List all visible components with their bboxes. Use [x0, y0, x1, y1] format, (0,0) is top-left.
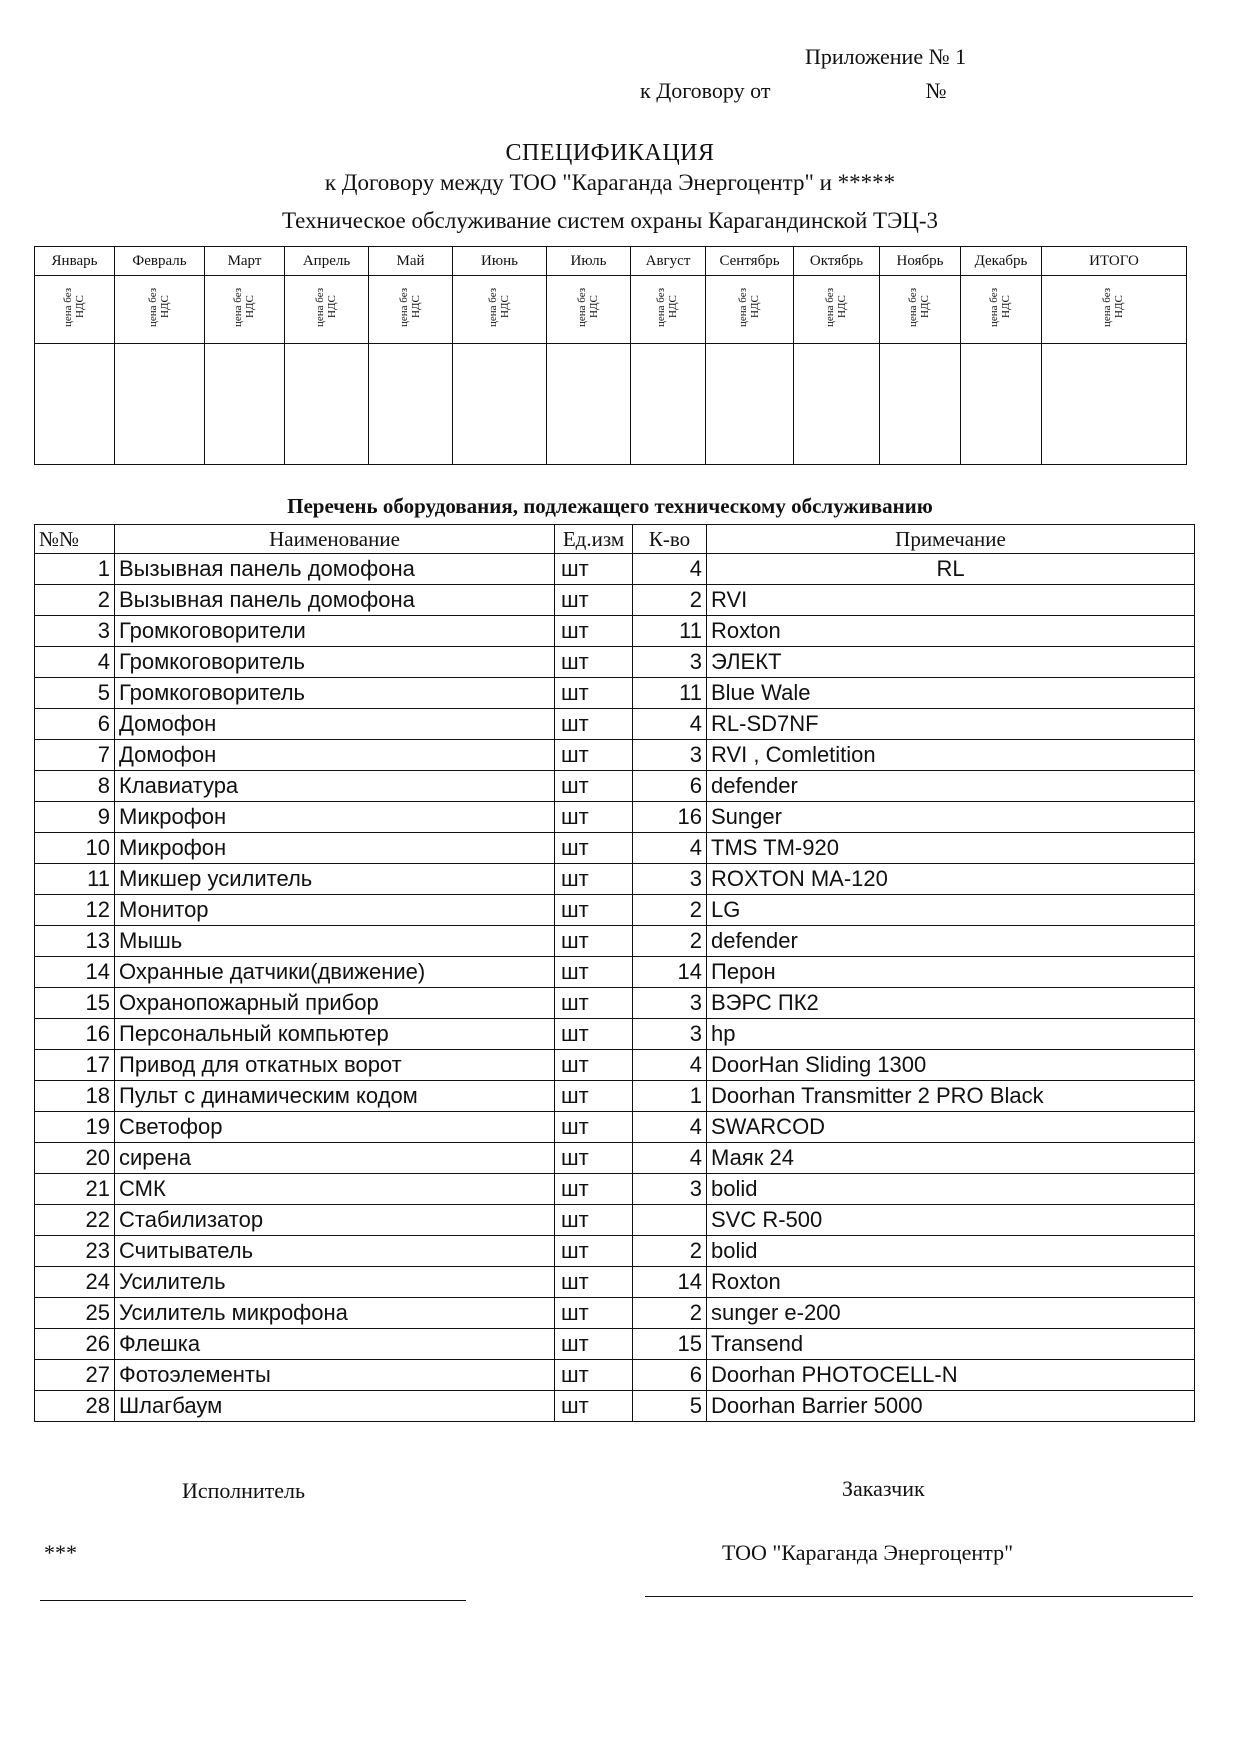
- table-row: [35, 771, 1195, 802]
- customer-label: Заказчик: [842, 1476, 925, 1501]
- table-row: [35, 1329, 1195, 1360]
- table-row: [35, 895, 1195, 926]
- unit-of-measure: шт: [555, 771, 633, 802]
- month-value-cell: [115, 344, 205, 465]
- unit-of-measure: шт: [555, 864, 633, 895]
- executor-label: Исполнитель: [182, 1478, 306, 1503]
- equipment-name: Громкоговоритель: [115, 647, 555, 678]
- equipment-name: Микрофон: [115, 802, 555, 833]
- unit-of-measure: шт: [555, 1391, 633, 1422]
- row-number: 15: [35, 988, 115, 1019]
- quantity: 2: [633, 1298, 707, 1329]
- row-number: 20: [35, 1143, 115, 1174]
- table-row: [35, 1391, 1195, 1422]
- note: DoorHan Sliding 1300: [707, 1050, 1195, 1081]
- table-row: [35, 647, 1195, 678]
- row-number: 3: [35, 616, 115, 647]
- row-number: 7: [35, 740, 115, 771]
- table-row: [35, 1112, 1195, 1143]
- month-value-cell: [1042, 344, 1187, 465]
- month-header-row: [35, 247, 1187, 276]
- row-number: 5: [35, 678, 115, 709]
- table-row: [35, 957, 1195, 988]
- row-number: 17: [35, 1050, 115, 1081]
- appendix-title: Приложение № 1: [805, 44, 967, 69]
- table-row: [35, 1267, 1195, 1298]
- price-without-vat-cell: [453, 276, 547, 344]
- header-note: Примечание: [707, 525, 1195, 554]
- quantity: 4: [633, 1112, 707, 1143]
- contract-reference: [640, 78, 946, 104]
- note: Blue Wale: [707, 678, 1195, 709]
- equipment-name: Пульт с динамическим кодом: [115, 1081, 555, 1112]
- row-number: 19: [35, 1112, 115, 1143]
- unit-of-measure: шт: [555, 647, 633, 678]
- month-header-cell: Март: [205, 247, 285, 276]
- row-number: 4: [35, 647, 115, 678]
- table-row: [35, 833, 1195, 864]
- note: Sunger: [707, 802, 1195, 833]
- note: SWARCOD: [707, 1112, 1195, 1143]
- row-number: 27: [35, 1360, 115, 1391]
- month-values-row: [35, 344, 1187, 465]
- note: RL: [707, 554, 1195, 585]
- equipment-name: сирена: [115, 1143, 555, 1174]
- row-number: 2: [35, 585, 115, 616]
- quantity: 2: [633, 926, 707, 957]
- table-row: [35, 554, 1195, 585]
- row-number: 22: [35, 1205, 115, 1236]
- quantity: 14: [633, 1267, 707, 1298]
- table-row: [35, 1174, 1195, 1205]
- note: LG: [707, 895, 1195, 926]
- table-row: [35, 1205, 1195, 1236]
- month-header-cell: Декабрь: [961, 247, 1042, 276]
- quantity: 16: [633, 802, 707, 833]
- header-unit: Ед.изм: [555, 525, 633, 554]
- contract-number-label: №: [925, 78, 947, 103]
- row-number: 14: [35, 957, 115, 988]
- unit-of-measure: шт: [555, 1267, 633, 1298]
- unit-of-measure: шт: [555, 957, 633, 988]
- monthly-cost-table: [34, 246, 1187, 465]
- price-without-vat-label: цена без НДС: [736, 287, 761, 327]
- month-subheader-row: [35, 276, 1187, 344]
- month-value-cell: [880, 344, 961, 465]
- equipment-table: [34, 524, 1195, 1422]
- equipment-name: Охранопожарный прибор: [115, 988, 555, 1019]
- month-value-cell: [706, 344, 794, 465]
- price-without-vat-label: цена без НДС: [823, 287, 848, 327]
- unit-of-measure: шт: [555, 1112, 633, 1143]
- price-without-vat-label: цена без НДС: [61, 287, 86, 327]
- month-value-cell: [961, 344, 1042, 465]
- unit-of-measure: шт: [555, 1329, 633, 1360]
- table-row: [35, 864, 1195, 895]
- unit-of-measure: шт: [555, 1143, 633, 1174]
- executor-signature-line: [40, 1600, 466, 1601]
- month-header-cell: Июнь: [453, 247, 547, 276]
- note: SVC R-500: [707, 1205, 1195, 1236]
- price-without-vat-label: цена без НДС: [575, 287, 600, 327]
- unit-of-measure: шт: [555, 709, 633, 740]
- equipment-name: Усилитель микрофона: [115, 1298, 555, 1329]
- note: bolid: [707, 1236, 1195, 1267]
- equipment-name: Микшер усилитель: [115, 864, 555, 895]
- unit-of-measure: шт: [555, 833, 633, 864]
- note: ВЭРС ПК2: [707, 988, 1195, 1019]
- note: defender: [707, 926, 1195, 957]
- executor-name: ***: [44, 1540, 77, 1565]
- equipment-name: Усилитель: [115, 1267, 555, 1298]
- price-without-vat-label: цена без НДС: [231, 287, 256, 327]
- month-header-cell: Февраль: [115, 247, 205, 276]
- note: Doorhan Transmitter 2 PRO Black: [707, 1081, 1195, 1112]
- note: Transend: [707, 1329, 1195, 1360]
- unit-of-measure: шт: [555, 554, 633, 585]
- contract-date-label: к Договору от: [640, 78, 771, 103]
- equipment-name: Клавиатура: [115, 771, 555, 802]
- month-value-cell: [369, 344, 453, 465]
- equipment-name: Привод для откатных ворот: [115, 1050, 555, 1081]
- table-row: [35, 802, 1195, 833]
- customer-name: ТОО "Караганда Энергоцентр": [722, 1540, 1014, 1565]
- unit-of-measure: шт: [555, 1019, 633, 1050]
- price-without-vat-label: цена без НДС: [907, 287, 931, 327]
- row-number: 28: [35, 1391, 115, 1422]
- month-header-cell: Январь: [35, 247, 115, 276]
- equipment-name: Флешка: [115, 1329, 555, 1360]
- quantity: 4: [633, 554, 707, 585]
- table-row: [35, 1050, 1195, 1081]
- row-number: 8: [35, 771, 115, 802]
- table-row: [35, 1081, 1195, 1112]
- note: Маяк 24: [707, 1143, 1195, 1174]
- quantity: 4: [633, 709, 707, 740]
- unit-of-measure: шт: [555, 585, 633, 616]
- row-number: 16: [35, 1019, 115, 1050]
- quantity: 2: [633, 895, 707, 926]
- quantity: 15: [633, 1329, 707, 1360]
- month-value-cell: [794, 344, 880, 465]
- table-row: [35, 1019, 1195, 1050]
- equipment-header-row: [35, 525, 1195, 554]
- note: ROXTON MA-120: [707, 864, 1195, 895]
- quantity: 3: [633, 1174, 707, 1205]
- quantity: [633, 1205, 707, 1236]
- row-number: 9: [35, 802, 115, 833]
- month-value-cell: [453, 344, 547, 465]
- quantity: 6: [633, 1360, 707, 1391]
- month-header-cell: Ноябрь: [880, 247, 961, 276]
- price-without-vat-cell: [285, 276, 369, 344]
- row-number: 1: [35, 554, 115, 585]
- quantity: 4: [633, 1050, 707, 1081]
- quantity: 2: [633, 585, 707, 616]
- equipment-name: Монитор: [115, 895, 555, 926]
- unit-of-measure: шт: [555, 1050, 633, 1081]
- note: hp: [707, 1019, 1195, 1050]
- quantity: 5: [633, 1391, 707, 1422]
- unit-of-measure: шт: [555, 616, 633, 647]
- equipment-list-title: Перечень оборудования, подлежащего техническому обслуживанию: [287, 494, 933, 518]
- month-value-cell: [205, 344, 285, 465]
- table-row: [35, 1143, 1195, 1174]
- row-number: 10: [35, 833, 115, 864]
- unit-of-measure: шт: [555, 802, 633, 833]
- unit-of-measure: шт: [555, 895, 633, 926]
- note: Roxton: [707, 616, 1195, 647]
- row-number: 25: [35, 1298, 115, 1329]
- price-without-vat-cell: [115, 276, 205, 344]
- row-number: 11: [35, 864, 115, 895]
- header-qty: К-во: [633, 525, 707, 554]
- equipment-name: Громкоговоритель: [115, 678, 555, 709]
- note: RVI , Comletition: [707, 740, 1195, 771]
- price-without-vat-label: цена без НДС: [655, 287, 679, 327]
- equipment-name: Мышь: [115, 926, 555, 957]
- quantity: 3: [633, 864, 707, 895]
- note: ЭЛЕКТ: [707, 647, 1195, 678]
- price-without-vat-label: цена без НДС: [146, 287, 171, 327]
- equipment-name: Шлагбаум: [115, 1391, 555, 1422]
- table-row: [35, 740, 1195, 771]
- month-header-cell: Август: [631, 247, 706, 276]
- unit-of-measure: шт: [555, 678, 633, 709]
- quantity: 4: [633, 833, 707, 864]
- quantity: 1: [633, 1081, 707, 1112]
- quantity: 2: [633, 1236, 707, 1267]
- quantity: 3: [633, 1019, 707, 1050]
- equipment-name: Домофон: [115, 709, 555, 740]
- price-without-vat-cell: [205, 276, 285, 344]
- row-number: 13: [35, 926, 115, 957]
- price-without-vat-label: цена без НДС: [313, 287, 338, 327]
- table-row: [35, 1298, 1195, 1329]
- note: Перон: [707, 957, 1195, 988]
- equipment-name: Домофон: [115, 740, 555, 771]
- equipment-name: Вызывная панель домофона: [115, 585, 555, 616]
- price-without-vat-cell: [35, 276, 115, 344]
- row-number: 21: [35, 1174, 115, 1205]
- month-header-cell: Июль: [547, 247, 631, 276]
- table-row: [35, 709, 1195, 740]
- month-header-cell: Май: [369, 247, 453, 276]
- quantity: 3: [633, 988, 707, 1019]
- unit-of-measure: шт: [555, 1360, 633, 1391]
- unit-of-measure: шт: [555, 740, 633, 771]
- note: RL-SD7NF: [707, 709, 1195, 740]
- equipment-name: Светофор: [115, 1112, 555, 1143]
- unit-of-measure: шт: [555, 1174, 633, 1205]
- quantity: 11: [633, 616, 707, 647]
- row-number: 12: [35, 895, 115, 926]
- table-row: [35, 1236, 1195, 1267]
- note: Roxton: [707, 1267, 1195, 1298]
- month-header-cell: Октябрь: [794, 247, 880, 276]
- row-number: 24: [35, 1267, 115, 1298]
- equipment-name: Вызывная панель домофона: [115, 554, 555, 585]
- price-without-vat-cell: [631, 276, 706, 344]
- month-header-cell: Апрель: [285, 247, 369, 276]
- equipment-name: Громкоговорители: [115, 616, 555, 647]
- unit-of-measure: шт: [555, 1236, 633, 1267]
- month-header-cell: ИТОГО: [1042, 247, 1187, 276]
- price-without-vat-label: цена без НДС: [397, 287, 422, 327]
- row-number: 6: [35, 709, 115, 740]
- service-title: Техническое обслуживание систем охраны Карагандинской ТЭЦ-3: [281, 208, 939, 233]
- note: RVI: [707, 585, 1195, 616]
- equipment-name: Персональный компьютер: [115, 1019, 555, 1050]
- quantity: 3: [633, 740, 707, 771]
- table-row: [35, 616, 1195, 647]
- price-without-vat-cell: [880, 276, 961, 344]
- unit-of-measure: шт: [555, 1298, 633, 1329]
- table-row: [35, 585, 1195, 616]
- month-value-cell: [631, 344, 706, 465]
- price-without-vat-cell: [547, 276, 631, 344]
- unit-of-measure: шт: [555, 1205, 633, 1236]
- note: Doorhan PHOTOCELL-N: [707, 1360, 1195, 1391]
- note: TMS TM-920: [707, 833, 1195, 864]
- month-value-cell: [35, 344, 115, 465]
- note: Doorhan Barrier 5000: [707, 1391, 1195, 1422]
- price-without-vat-cell: [794, 276, 880, 344]
- price-without-vat-label: цена без НДС: [1101, 287, 1125, 327]
- specification-subtitle: к Договору между ТОО "Караганда Энергоцентр" и *****: [324, 170, 896, 195]
- price-without-vat-label: цена без НДС: [988, 287, 1012, 327]
- price-without-vat-label: цена без НДС: [486, 287, 511, 327]
- row-number: 18: [35, 1081, 115, 1112]
- unit-of-measure: шт: [555, 1081, 633, 1112]
- specification-title: СПЕЦИФИКАЦИЯ: [505, 140, 715, 166]
- customer-signature-line: [645, 1596, 1193, 1597]
- quantity: 3: [633, 647, 707, 678]
- month-header-cell: Сентябрь: [706, 247, 794, 276]
- table-row: [35, 1360, 1195, 1391]
- price-without-vat-cell: [1042, 276, 1187, 344]
- price-without-vat-cell: [369, 276, 453, 344]
- quantity: 14: [633, 957, 707, 988]
- note: defender: [707, 771, 1195, 802]
- price-without-vat-cell: [961, 276, 1042, 344]
- equipment-name: Микрофон: [115, 833, 555, 864]
- note: bolid: [707, 1174, 1195, 1205]
- equipment-name: Фотоэлементы: [115, 1360, 555, 1391]
- price-without-vat-cell: [706, 276, 794, 344]
- row-number: 26: [35, 1329, 115, 1360]
- header-name: Наименование: [115, 525, 555, 554]
- note: sunger e-200: [707, 1298, 1195, 1329]
- quantity: 11: [633, 678, 707, 709]
- table-row: [35, 988, 1195, 1019]
- quantity: 6: [633, 771, 707, 802]
- quantity: 4: [633, 1143, 707, 1174]
- equipment-name: Охранные датчики(движение): [115, 957, 555, 988]
- equipment-name: Стабилизатор: [115, 1205, 555, 1236]
- unit-of-measure: шт: [555, 926, 633, 957]
- month-value-cell: [285, 344, 369, 465]
- table-row: [35, 926, 1195, 957]
- equipment-name: Считыватель: [115, 1236, 555, 1267]
- row-number: 23: [35, 1236, 115, 1267]
- month-value-cell: [547, 344, 631, 465]
- header-num: №№: [35, 525, 115, 554]
- unit-of-measure: шт: [555, 988, 633, 1019]
- table-row: [35, 678, 1195, 709]
- equipment-name: СМК: [115, 1174, 555, 1205]
